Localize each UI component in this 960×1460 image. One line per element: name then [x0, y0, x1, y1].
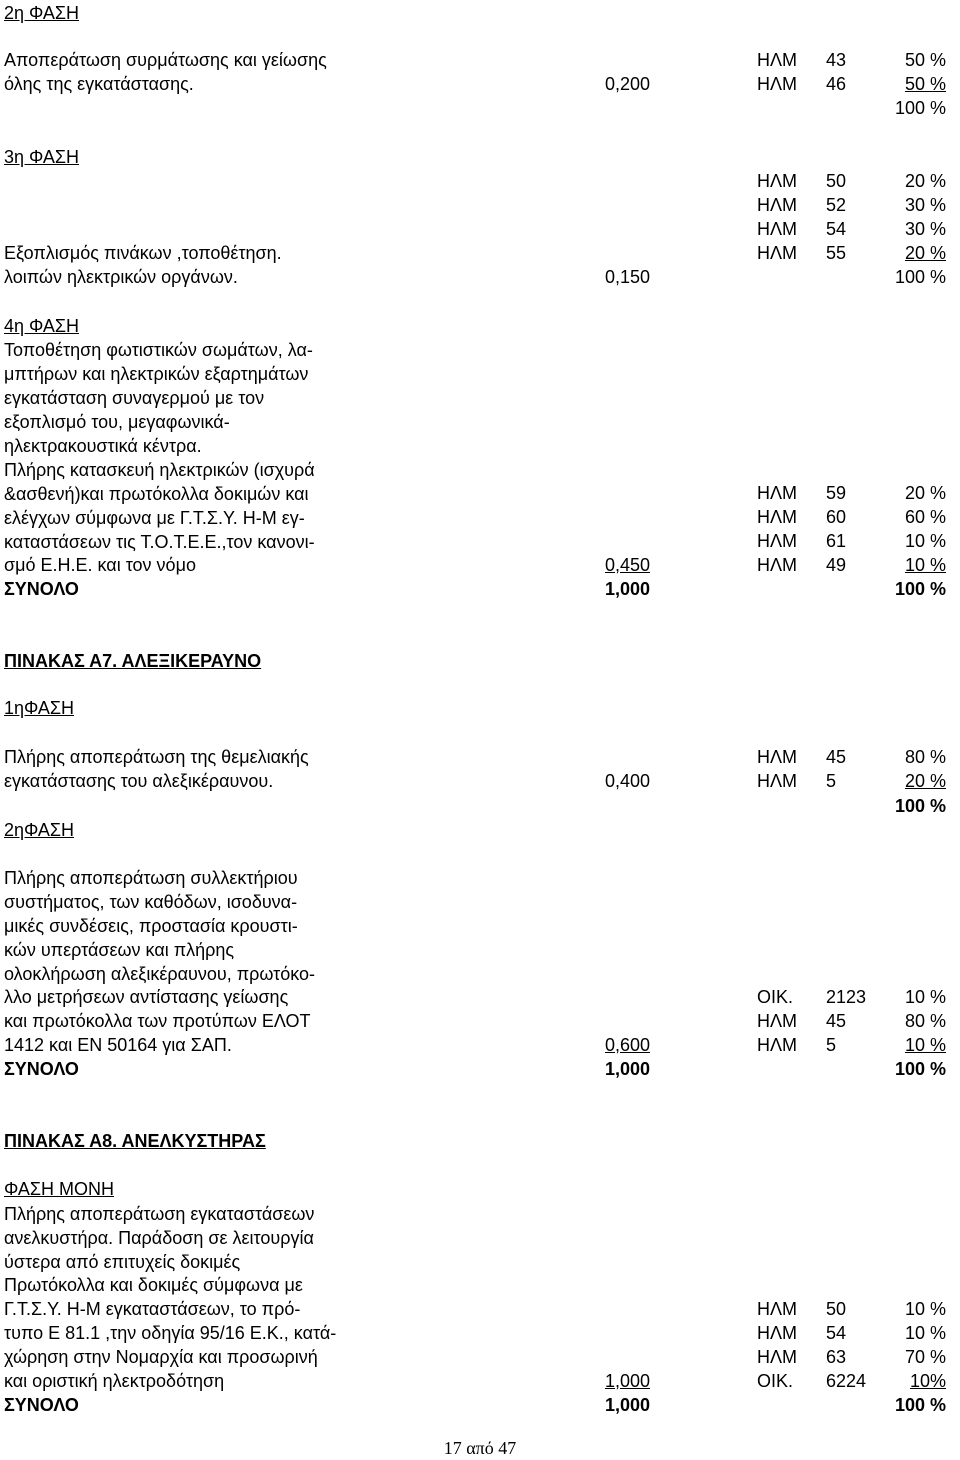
code: ΗΛΜ — [757, 219, 798, 239]
percentage: 10 % — [904, 1035, 946, 1055]
description-line: όλης της εγκατάστασης. — [4, 74, 194, 94]
description-line: &ασθενή)και πρωτόκολλα δοκιμών και — [4, 484, 309, 504]
description-line: Πλήρης κατασκευή ηλεκτρικών (ισχυρά — [4, 460, 315, 480]
description-line: σμό Ε.Η.Ε. και τον νόμο — [4, 555, 196, 575]
code-number: 50 — [826, 1299, 847, 1319]
percentage: 10 % — [904, 555, 946, 575]
description-line: χώρηση στην Νομαρχία και προσωρινή — [4, 1347, 318, 1367]
phase-title: 3η ΦΑΣΗ — [4, 147, 79, 167]
description-line: Αποπεράτωση συρμάτωσης και γείωσης — [4, 50, 327, 70]
percentage: 20 % — [904, 171, 946, 191]
phase-total-percentage: 100 % — [894, 796, 946, 816]
total-percentage: 100 % — [894, 1059, 946, 1079]
code-number: 45 — [826, 747, 847, 767]
code-number: 49 — [826, 555, 847, 575]
total-coefficient: 1,000 — [604, 1059, 650, 1079]
code: ΗΛΜ — [757, 195, 798, 215]
description-line: συστήματος, των καθόδων, ισοδυνα- — [4, 892, 298, 912]
percentage: 80 % — [904, 747, 946, 767]
total-percentage: 100 % — [894, 579, 946, 599]
percentage: 80 % — [904, 1011, 946, 1031]
description-line: ανελκυστήρα. Παράδοση σε λειτουργία — [4, 1228, 314, 1248]
total-label: ΣΥΝΟΛΟ — [4, 1059, 79, 1079]
description-line: Πλήρης αποπεράτωση εγκαταστάσεων — [4, 1204, 315, 1224]
code-number: 54 — [826, 219, 847, 239]
table-heading: ΠΙΝΑΚΑΣ Α8. ΑΝΕΛΚΥΣΤΗΡΑΣ — [4, 1131, 266, 1151]
code-number: 45 — [826, 1011, 847, 1031]
description-line: Εξοπλισμός πινάκων ,τοποθέτηση. — [4, 243, 282, 263]
description-line: και πρωτόκολλα των προτύπων ΕΛΟΤ — [4, 1011, 311, 1031]
description-line: 1412 και ΕΝ 50164 για ΣΑΠ. — [4, 1035, 232, 1055]
code-number: 46 — [826, 74, 847, 94]
code: ΗΛΜ — [757, 747, 798, 767]
description-line: ύστερα από επιτυχείς δοκιμές — [4, 1252, 241, 1272]
coefficient: 0,200 — [604, 74, 650, 94]
percentage: 50 % — [904, 74, 946, 94]
total-label: ΣΥΝΟΛΟ — [4, 579, 79, 599]
code: ΗΛΜ — [757, 50, 798, 70]
code-number: 63 — [826, 1347, 847, 1367]
percentage: 10 % — [904, 987, 946, 1007]
code-number: 2123 — [826, 987, 867, 1007]
code: ΗΛΜ — [757, 171, 798, 191]
code: ΗΛΜ — [757, 771, 798, 791]
coefficient: 0,400 — [604, 771, 650, 791]
page-number: 17 από 47 — [443, 1438, 517, 1458]
table-heading: ΠΙΝΑΚΑΣ Α7. ΑΛΕΞΙΚΕΡΑΥΝΟ — [4, 651, 262, 671]
phase-total-percentage: 100 % — [894, 267, 946, 287]
description-line: λοιπών ηλεκτρικών οργάνων. — [4, 267, 238, 287]
description-line: εγκατάστασης του αλεξικέραυνου. — [4, 771, 274, 791]
description-line: Τοποθέτηση φωτιστικών σωμάτων, λα- — [4, 340, 313, 360]
phase-title: 4η ΦΑΣΗ — [4, 316, 79, 336]
description-line: ολοκλήρωση αλεξικέραυνου, πρωτόκο- — [4, 964, 316, 984]
phase-title: ΦΑΣΗ ΜΟΝΗ — [4, 1179, 114, 1199]
description-line: μικές συνδέσεις, προστασία κρουστι- — [4, 916, 298, 936]
description-line: εγκατάσταση συναγερμού με τον — [4, 388, 265, 408]
description-line: λλο μετρήσεων αντίστασης γείωσης — [4, 987, 289, 1007]
description-line: Πλήρης αποπεράτωση της θεμελιακής — [4, 747, 309, 767]
code: ΗΛΜ — [757, 507, 798, 527]
code: ΗΛΜ — [757, 531, 798, 551]
coefficient: 0,600 — [604, 1035, 650, 1055]
description-line: ελέγχων σύμφωνα με Γ.Τ.Σ.Υ. Η-Μ εγ- — [4, 508, 305, 528]
description-line: καταστάσεων τις Τ.Ο.Τ.Ε.Ε.,τον κανονι- — [4, 532, 315, 552]
description-line: τυπο Ε 81.1 ,την οδηγία 95/16 Ε.Κ., κατά- — [4, 1323, 337, 1343]
code: ΗΛΜ — [757, 555, 798, 575]
code-number: 50 — [826, 171, 847, 191]
description-line: μπτήρων και ηλεκτρικών εξαρτημάτων — [4, 364, 309, 384]
description-line: και οριστική ηλεκτροδότηση — [4, 1371, 225, 1391]
description-line: ηλεκτρακουστικά κέντρα. — [4, 436, 202, 456]
description-line: εξοπλισμό του, μεγαφωνικά- — [4, 412, 230, 432]
percentage: 20 % — [904, 771, 946, 791]
percentage: 10 % — [904, 1299, 946, 1319]
description-line: κών υπερτάσεων και πλήρης — [4, 940, 235, 960]
code: ΗΛΜ — [757, 1323, 798, 1343]
code-number: 6224 — [826, 1371, 867, 1391]
percentage: 20 % — [904, 243, 946, 263]
code: ΗΛΜ — [757, 243, 798, 263]
percentage: 20 % — [904, 483, 946, 503]
coefficient: 1,000 — [604, 1371, 650, 1391]
percentage: 50 % — [904, 50, 946, 70]
code-number: 60 — [826, 507, 847, 527]
code-number: 54 — [826, 1323, 847, 1343]
coefficient: 0,450 — [604, 555, 650, 575]
code-number: 61 — [826, 531, 847, 551]
total-label: ΣΥΝΟΛΟ — [4, 1395, 79, 1415]
code-number: 59 — [826, 483, 847, 503]
percentage: 60 % — [904, 507, 946, 527]
code: ΗΛΜ — [757, 74, 798, 94]
total-coefficient: 1,000 — [604, 579, 650, 599]
coefficient: 0,150 — [604, 267, 650, 287]
code-number: 55 — [826, 243, 847, 263]
description-line: Πρωτόκολλα και δοκιμές σύμφωνα με — [4, 1275, 303, 1295]
code: ΗΛΜ — [757, 1347, 798, 1367]
phase-title: 2ηΦΑΣΗ — [4, 820, 74, 840]
phase-total-percentage: 100 % — [894, 98, 946, 118]
percentage: 30 % — [904, 219, 946, 239]
percentage: 30 % — [904, 195, 946, 215]
total-coefficient: 1,000 — [604, 1395, 650, 1415]
code: ΗΛΜ — [757, 1299, 798, 1319]
percentage: 10 % — [904, 531, 946, 551]
code-number: 52 — [826, 195, 847, 215]
code: ΗΛΜ — [757, 483, 798, 503]
phase-title: 1ηΦΑΣΗ — [4, 698, 74, 718]
description-line: Γ.Τ.Σ.Υ. Η-Μ εγκαταστάσεων, το πρό- — [4, 1299, 301, 1319]
description-line: Πλήρης αποπεράτωση συλλεκτήριου — [4, 868, 298, 888]
code: ΗΛΜ — [757, 1011, 798, 1031]
code-number: 5 — [826, 1035, 837, 1055]
code-number: 43 — [826, 50, 847, 70]
code-number: 5 — [826, 771, 837, 791]
phase-title: 2η ΦΑΣΗ — [4, 3, 79, 23]
code: ΗΛΜ — [757, 1035, 798, 1055]
code: ΟΙΚ. — [757, 987, 794, 1007]
percentage: 70 % — [904, 1347, 946, 1367]
code: ΟΙΚ. — [757, 1371, 794, 1391]
percentage: 10% — [909, 1371, 946, 1391]
total-percentage: 100 % — [894, 1395, 946, 1415]
percentage: 10 % — [904, 1323, 946, 1343]
